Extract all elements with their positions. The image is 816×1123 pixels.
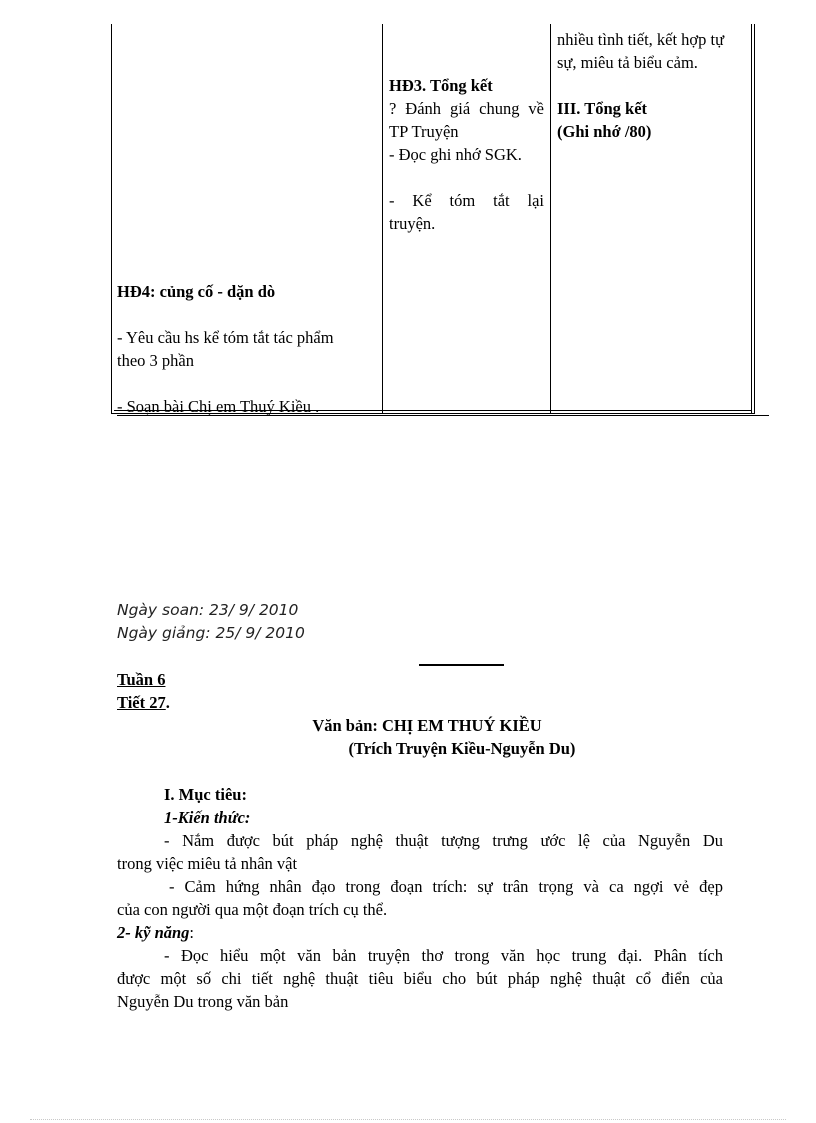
paragraph-line: Nguyễn Du trong văn bản: [117, 992, 289, 1011]
paragraph-line: - Nắm được bút pháp nghệ thuật tượng trưng ước lệ của Nguyễn Du: [164, 831, 723, 850]
page-title: Văn bản: CHỊ EM THUÝ KIỀU: [312, 716, 542, 735]
subsection-heading: 1-Kiến thức:: [164, 808, 251, 827]
date-taught: Ngày giảng: 25/ 9/ 2010: [117, 624, 305, 642]
table-border: [751, 24, 752, 413]
table-divider: [550, 24, 551, 413]
cell-text: - Đọc ghi nhớ SGK.: [389, 145, 522, 164]
knowledge-paragraph-1: [117, 829, 723, 875]
activity-heading: HĐ3. Tổng kết: [389, 76, 493, 95]
week-label: Tuần 6: [117, 670, 166, 689]
section-heading: I. Mục tiêu:: [164, 785, 247, 804]
table-cell-col2: [389, 74, 544, 235]
paragraph-line: - Đọc hiểu một văn bản truyện thơ trong văn học trung đại. Phân tích: [164, 946, 723, 965]
cell-text: TP Truyện: [389, 122, 459, 141]
separator-line: [419, 664, 504, 666]
activity-heading: HĐ4: củng cố - dặn dò: [117, 282, 276, 301]
cell-text: - Yêu cầu hs kể tóm tắt tác phẩm: [117, 328, 334, 347]
cell-text: theo 3 phần: [117, 351, 194, 370]
section-heading: III. Tổng kết: [557, 99, 648, 118]
paragraph-line: - Cảm hứng nhân đạo trong đoạn trích: sự trân trọng và ca ngợi vẻ đẹp: [169, 877, 723, 896]
paragraph-line: trong việc miêu tả nhân vật: [117, 854, 298, 873]
cell-text: nhiều tình tiết, kết hợp tự: [557, 30, 725, 49]
paragraph-line: của con người qua một đoạn trích cụ thể.: [117, 900, 388, 919]
cell-text: ? Đánh giá chung về: [389, 99, 544, 118]
cell-text: - Kể tóm tắt lại: [389, 191, 544, 210]
note-text: (Ghi nhớ /80): [557, 122, 652, 141]
table-divider: [382, 24, 383, 413]
cell-text: - Soạn bài Chị em Thuý Kiều .: [117, 397, 320, 416]
subsection-heading: 2- kỹ năng:: [117, 923, 195, 942]
table-cell-col3: [557, 28, 751, 143]
page-subtitle: (Trích Truyện Kiều-Nguyễn Du): [348, 739, 576, 758]
skills-paragraph: [117, 944, 723, 1013]
page-edge: [30, 1119, 786, 1120]
knowledge-paragraph-2: [117, 875, 723, 921]
lesson-label: Tiết 27.: [117, 693, 170, 712]
date-prepared: Ngày soan: 23/ 9/ 2010: [117, 601, 299, 619]
table-cell-col1: [117, 280, 379, 418]
cell-text: truyện.: [389, 214, 436, 233]
paragraph-line: được một số chi tiết nghệ thuật tiêu biểu cho bút pháp nghệ thuật cổ điển của: [117, 969, 723, 988]
cell-text: sự, miêu tả biểu cảm.: [557, 53, 698, 72]
